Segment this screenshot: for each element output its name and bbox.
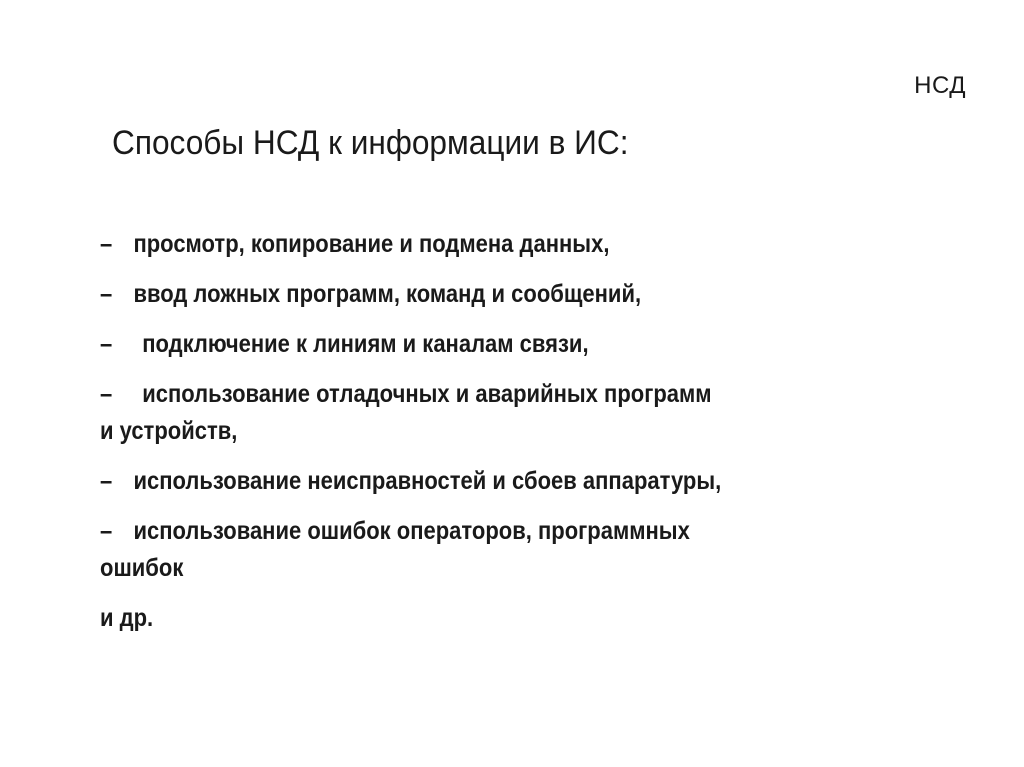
dash: – xyxy=(100,230,113,258)
list-item-text: просмотр, копирование и подмена данных, xyxy=(133,230,610,258)
list-item xyxy=(100,376,866,450)
list-item-text: и др. xyxy=(100,604,154,632)
list-item-text-continued: и устройств, xyxy=(100,417,238,445)
corner-label: НСД xyxy=(914,72,966,99)
slide-title: Способы НСД к информации в ИС: xyxy=(112,124,629,162)
list-item-text: подключение к линиям и каналам связи, xyxy=(142,330,589,358)
list-item-text: использование ошибок операторов, программных xyxy=(133,517,690,545)
list-item xyxy=(100,226,866,263)
list-item-text: использование отладочных и аварийных программ xyxy=(142,380,712,408)
list-item-text-continued: ошибок xyxy=(100,554,184,582)
dash: – xyxy=(100,517,113,545)
list-item-text: ввод ложных программ, команд и сообщений, xyxy=(133,280,642,308)
dash: – xyxy=(100,467,113,495)
dash: – xyxy=(100,330,113,358)
list-item xyxy=(100,463,866,500)
list-item-text: использование неисправностей и сбоев аппаратуры, xyxy=(133,467,722,495)
list-item xyxy=(100,276,866,313)
list-item xyxy=(100,326,866,363)
dash: – xyxy=(100,280,113,308)
list-item xyxy=(100,600,866,637)
bullet-list xyxy=(100,226,970,650)
list-item xyxy=(100,513,866,587)
dash: – xyxy=(100,380,113,408)
